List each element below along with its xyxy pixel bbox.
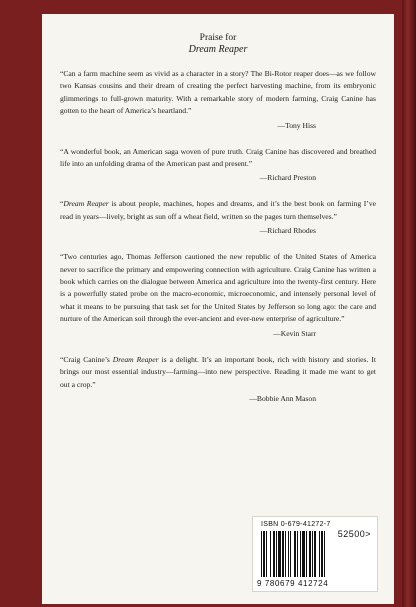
blurb-author: —Tony Hiss bbox=[277, 120, 316, 130]
blurb-3 bbox=[60, 198, 376, 237]
isbn-label: ISBN 0-679-41272-7 bbox=[261, 521, 331, 528]
barcode-stripe bbox=[302, 531, 305, 577]
barcode-digits: 9 780679 412724 bbox=[257, 579, 329, 588]
blurb-quote: “Can a farm machine seem as vivid as a character in a story? The Bi-Rotor reaper does—as we follow two Kansas cousins and their dream of creating the perfect harvesting machine, from its embryonic glimmerings to full-grown maturity. With a remarkable story of modern farming, Craig Canine has gotten to the heart of America’s heartland.” bbox=[60, 69, 376, 116]
blurb-4 bbox=[60, 251, 376, 339]
blurb-author: —Bobbie Ann Mason bbox=[249, 393, 316, 403]
barcode-stripe bbox=[278, 531, 281, 577]
quote-prefix: “Craig Canine’s bbox=[60, 354, 113, 364]
barcode-stripe bbox=[306, 531, 307, 577]
barcode-stripe bbox=[261, 531, 262, 577]
cover-edge bbox=[402, 0, 416, 607]
barcode-stripe bbox=[273, 531, 275, 577]
barcode-stripe bbox=[285, 531, 286, 577]
blurb-quote bbox=[60, 354, 376, 391]
blurb-author: —Richard Preston bbox=[259, 173, 316, 183]
barcode-stripe bbox=[294, 531, 296, 577]
barcode-stripe bbox=[290, 531, 291, 577]
barcode-stripe bbox=[288, 531, 289, 577]
blurb-quote: “Two centuries ago, Thomas Jefferson cautioned the new republic of the United States of America never to sacrifice the primary and empowering connection with agriculture. Craig Canine has written a book which carries on the dialogue between America and agriculture into the twenty-first century. Here is a powerfully stated probe on the macro-economic, microeconomic, and intensely personal level of what it means to be pursuing that task set for the United States by Jefferson so long ago: the care and nurture of the American soil through the ever-ancient and ever-new enterprise of agriculture.” bbox=[60, 252, 376, 324]
blurb-author: —Richard Rhodes bbox=[259, 226, 316, 236]
isbn-barcode bbox=[252, 516, 378, 592]
barcode-stripe bbox=[266, 531, 267, 577]
quote-open-mark: “ bbox=[60, 199, 64, 209]
barcode-stripe bbox=[321, 531, 323, 577]
blurb-quote: “A wonderful book, an American saga woven of pure truth. Craig Canine has discovered and breathed life into an unfolding drama of the American past and present.” bbox=[60, 146, 376, 169]
praise-panel bbox=[42, 14, 394, 604]
price-code: 52500> bbox=[337, 529, 371, 539]
barcode-stripe bbox=[282, 531, 284, 577]
barcode-stripe bbox=[300, 531, 301, 577]
quote-book-title: Dream Reaper bbox=[112, 354, 159, 364]
barcode-stripe bbox=[276, 531, 277, 577]
blurb-1 bbox=[60, 68, 376, 132]
praise-heading: Praise for bbox=[199, 33, 237, 43]
blurb-2 bbox=[60, 146, 376, 185]
barcode-stripe bbox=[314, 531, 316, 577]
quote-text: is a delight. It’s an important book, rich with history and stories. It brings our most essential industry—farming—into new perspective. Reading it made me want to get out a crop.” bbox=[60, 354, 376, 389]
quote-text: is about people, machines, hopes and dreams, and it’s the best book on farming I’ve read in years—lively, bright as sun off a wheat field, written so the pages turn themselves.” bbox=[60, 199, 376, 221]
barcode-stripe bbox=[270, 531, 271, 577]
barcode-stripe bbox=[297, 531, 298, 577]
barcode-stripe bbox=[312, 531, 313, 577]
barcode-stripe bbox=[309, 531, 311, 577]
barcode-stripe bbox=[263, 531, 265, 577]
quote-book-title: Dream Reaper bbox=[63, 199, 109, 209]
barcode-bars bbox=[261, 531, 341, 577]
blurb-quote bbox=[60, 198, 376, 223]
blurb-author: —Kevin Starr bbox=[273, 328, 316, 338]
blurb-5 bbox=[60, 354, 376, 405]
barcode-stripe bbox=[324, 531, 325, 577]
book-title: Dream Reaper bbox=[188, 44, 248, 55]
barcode-stripe bbox=[319, 531, 320, 577]
